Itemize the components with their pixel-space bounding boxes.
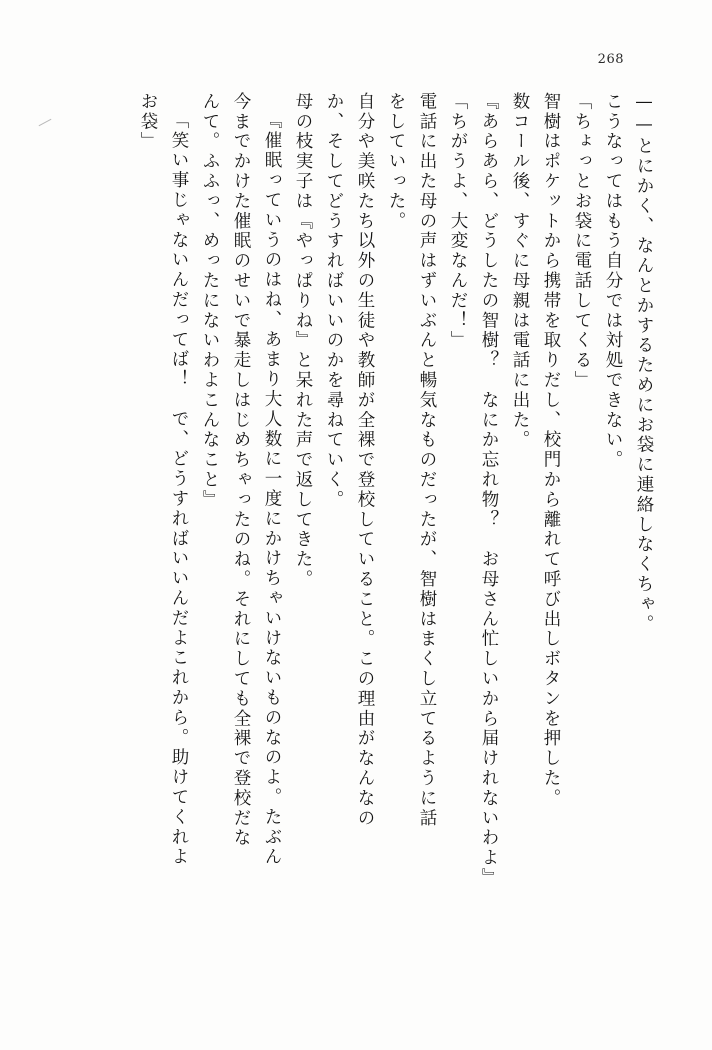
text-line: 母の枝実子は『やっぱりね』と呆れた声で返してきた。 <box>293 92 313 590</box>
vertical-body-text <box>56 92 652 972</box>
text-line: 電話に出た母の声はずいぶんと暢気なものだったが、智樹はまくし立てるように話 <box>417 92 437 829</box>
text-line: こうなってはもう自分では対処できない。 <box>603 92 623 471</box>
text-line: 数コール後、すぐに母親は電話に出た。 <box>510 92 530 451</box>
text-line: 自分や美咲たち以外の生徒や教師が全裸で登校していること。この理由がなんなの <box>355 92 375 829</box>
text-line: んて。ふふっ、めったにないわよこんなこと』 <box>200 92 220 510</box>
text-line: お袋」 <box>138 92 158 152</box>
text-line: 今までかけた催眠のせいで暴走しはじめちゃったのね。それにしても全裸で登校だな <box>231 92 251 849</box>
text-line: 「笑い事じゃないんだってば！ で、どうすればいいんだよこれから。助けてくれよ <box>169 111 189 868</box>
text-line: 『あらあら、どうしたの智樹？ なにか忘れ物？ お母さん忙しいから届けれないわよ』 <box>479 92 499 888</box>
text-line: 『催眠っていうのはね、あまり大人数に一度にかけちゃいけないものなのよ。たぶん <box>262 111 282 868</box>
text-line: をしていった。 <box>386 92 406 232</box>
text-line: 智樹はポケットから携帯を取りだし、校門から離れて呼び出しボタンを押した。 <box>541 92 561 809</box>
page-number: 268 <box>597 52 624 67</box>
text-line: ——とにかく、なんとかするためにお袋に連絡しなくちゃ。 <box>634 92 654 635</box>
margin-tick-mark <box>39 119 52 126</box>
text-line: 「ちがうよ、大変なんだ！」 <box>448 92 468 351</box>
text-line: か、そしてどうすればいいのかを尋ねていく。 <box>324 92 344 510</box>
text-line: 「ちょっとお袋に電話してくる」 <box>572 92 592 391</box>
